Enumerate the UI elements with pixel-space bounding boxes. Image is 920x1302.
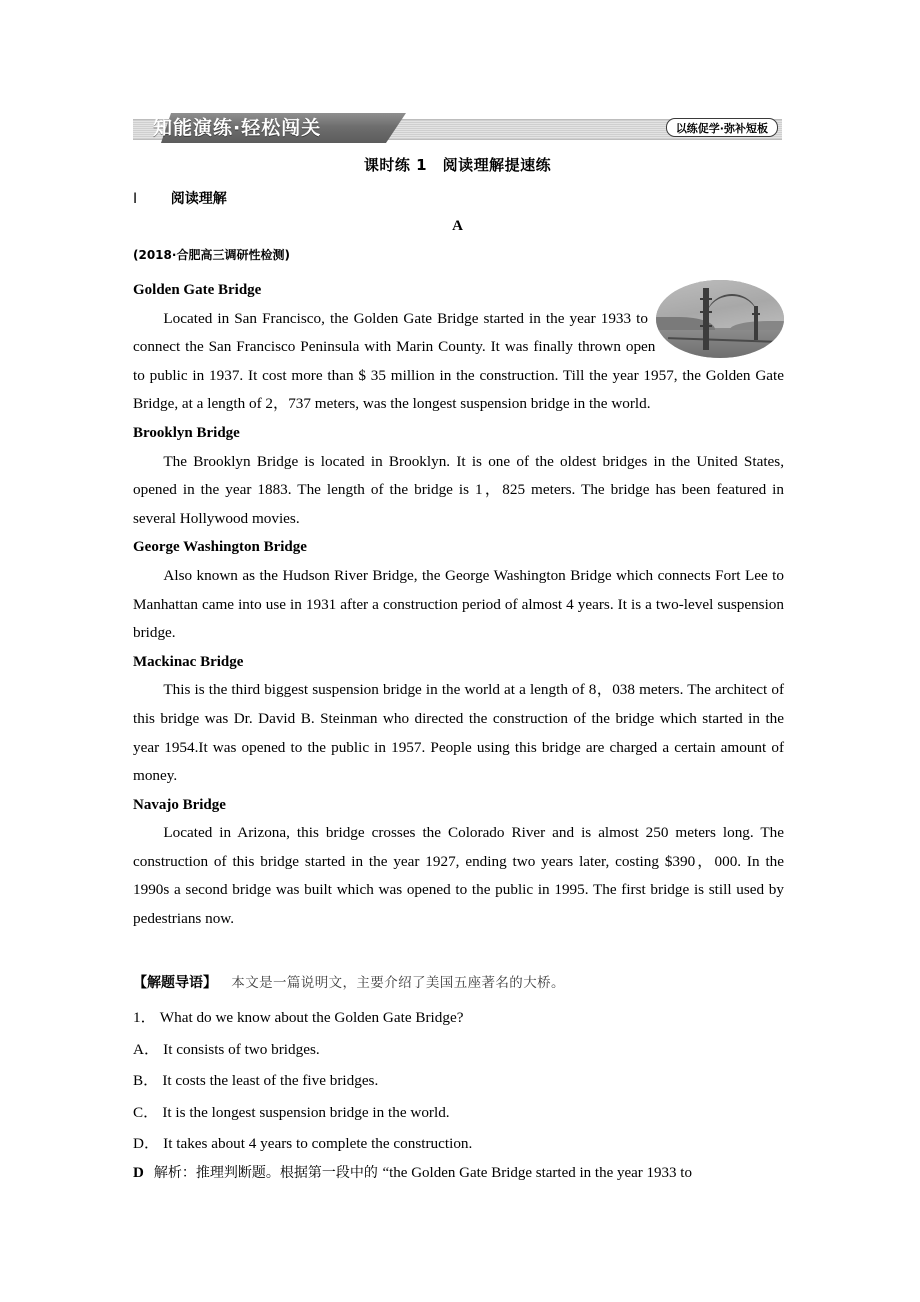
photo-tower-far bbox=[754, 306, 758, 340]
bridge-paragraph: Also known as the Hudson River Bridge, the George Washington Bridge which connects Fort Lee to Manhattan came into use in 1931 after a construction period of almost 4 years. It is a two-level suspension bridge. bbox=[133, 566, 784, 642]
option-d[interactable] bbox=[133, 1128, 784, 1160]
option-text: It consists of two bridges. bbox=[163, 1040, 320, 1058]
question-stem bbox=[133, 1002, 784, 1034]
bridge-heading: Navajo Bridge bbox=[133, 796, 226, 813]
option-key: A． bbox=[133, 1040, 160, 1058]
bridge-paragraph: This is the third biggest suspension bridge in the world at a length of 8，038 meters. The architect of this bridge was Dr. David B. Steinman who directed the construction of the bridge which started in the year 1954.It was opened to the public in 1957. People using this bridge are charged a certain amount of money. bbox=[133, 681, 784, 785]
option-a[interactable] bbox=[133, 1034, 784, 1066]
option-key: C． bbox=[133, 1103, 159, 1121]
answer-quote: “the Golden Gate Bridge started in the year 1933 to bbox=[382, 1165, 692, 1181]
guide-line bbox=[133, 971, 784, 995]
bridge-heading: Golden Gate Bridge bbox=[133, 282, 262, 298]
bridge-heading: George Washington Bridge bbox=[133, 539, 307, 556]
question-block bbox=[133, 1002, 784, 1160]
option-key: B． bbox=[133, 1072, 159, 1090]
option-text: It is the longest suspension bridge in the world. bbox=[162, 1103, 450, 1121]
option-b[interactable] bbox=[133, 1065, 784, 1097]
section-heading bbox=[133, 188, 227, 208]
bridge-paragraph: The Brooklyn Bridge is located in Brooklyn. It is one of the oldest bridges in the United States, opened in the year 1883. The length of the bridge is 1，825 meters. The bridge has been featured in several Hollywood movies. bbox=[133, 452, 784, 527]
answer-explanation bbox=[133, 1160, 793, 1186]
exercise-title: 课时练 1 阅读理解提速练 bbox=[363, 156, 552, 174]
photo-tower-crossbeam bbox=[752, 313, 760, 315]
guide-label: 【解题导语】 bbox=[133, 975, 217, 991]
golden-gate-bridge-photo bbox=[656, 280, 784, 358]
option-c[interactable] bbox=[133, 1097, 784, 1129]
passage-source: (2018·合肥高三调研性检测) bbox=[133, 248, 290, 262]
photo-cable bbox=[706, 294, 758, 342]
bridge-paragraph: Located in San Francisco, the Golden Gate Bridge started in the year 1933 to connect the San Francisco Peninsula with Marin County. It was finally thrown open to public in 1937. It cost more than $ 35 million in the construction. Till the year 1957, the Golden Gate Bridge, at a length of 2，737 meters, was the longest suspension bridge in the world. bbox=[133, 309, 784, 413]
option-text: It takes about 4 years to complete the construction. bbox=[163, 1135, 473, 1153]
section-marker: Ⅰ bbox=[133, 191, 138, 207]
photo-tower-crossbeam bbox=[700, 325, 712, 327]
question-number: 1． bbox=[133, 1009, 156, 1026]
question-text: What do we know about the Golden Gate Bridge? bbox=[159, 1009, 464, 1026]
answer-analysis-label: 解析：推理判断题。根据第一段中的 bbox=[153, 1165, 378, 1181]
option-key: D． bbox=[133, 1135, 160, 1153]
section-label: 阅读理解 bbox=[170, 191, 227, 207]
banner-title: 知能演练·轻松闯关 bbox=[153, 117, 322, 139]
photo-tower-crossbeam bbox=[700, 298, 712, 300]
bridge-heading: Brooklyn Bridge bbox=[133, 424, 240, 441]
option-text: It costs the least of the five bridges. bbox=[162, 1072, 379, 1090]
bridge-paragraph: Located in Arizona, this bridge crosses the Colorado River and is almost 250 meters long. The construction of this bridge started in the year 1927, ending two years later, costing $390，000. In the 1990s a second bridge was built which was opened to the public in 1995. The first bridge is still used by pedestrians now. bbox=[133, 824, 784, 928]
section-banner bbox=[133, 113, 782, 143]
passage-letter: A bbox=[452, 218, 463, 234]
photo-tower-crossbeam bbox=[700, 311, 712, 313]
answer-letter: D bbox=[133, 1165, 144, 1181]
passage-body bbox=[133, 276, 784, 934]
bridge-heading: Mackinac Bridge bbox=[133, 653, 244, 670]
guide-text: 本文是一篇说明文，主要介绍了美国五座著名的大桥。 bbox=[231, 975, 565, 991]
banner-badge: 以练促学·弥补短板 bbox=[666, 118, 778, 137]
